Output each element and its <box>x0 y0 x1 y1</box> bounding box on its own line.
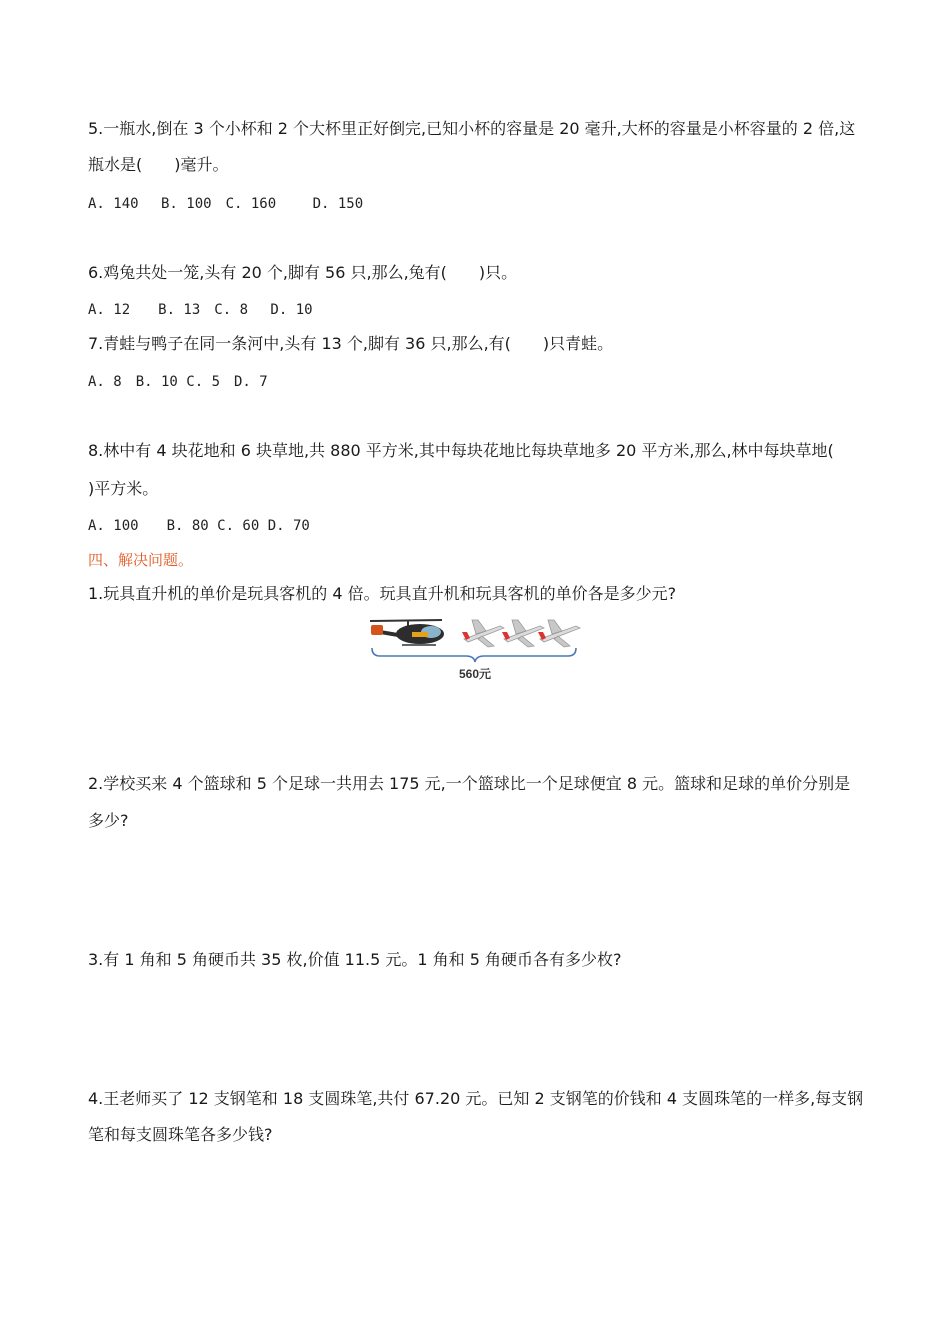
question-7: 7.青蛙与鸭子在同一条河中,头有 13 个,脚有 36 只,那么,有( )只青蛙。 <box>88 334 614 353</box>
plane-icon <box>502 620 544 647</box>
figure-total-label: 560元 <box>458 667 492 681</box>
helicopter-plane-figure <box>368 612 582 684</box>
question-5-options: A. 140 B. 100 C. 160 D. 150 <box>88 196 364 212</box>
problem-2-line-2: 多少? <box>88 811 129 830</box>
plane-icon <box>538 620 580 647</box>
question-8-options: A. 100 B. 80 C. 60 D. 70 <box>88 518 310 534</box>
problem-4-line-2: 笔和每支圆珠笔各多少钱? <box>88 1125 273 1144</box>
question-8-line-2: )平方米。 <box>88 479 159 498</box>
problem-1: 1.玩具直升机的单价是玩具客机的 4 倍。玩具直升机和玩具客机的单价各是多少元? <box>88 584 677 603</box>
problem-3: 3.有 1 角和 5 角硬币共 35 枚,价值 11.5 元。1 角和 5 角硬币各有多少枚? <box>88 950 622 969</box>
question-6-options: A. 12 B. 13 C. 8 D. 10 <box>88 302 313 318</box>
problem-2-line-1: 2.学校买来 4 个篮球和 5 个足球一共用去 175 元,一个篮球比一个足球便宜 8 元。篮球和足球的单价分别是 <box>88 774 851 793</box>
question-5-line-2: 瓶水是( )毫升。 <box>88 155 229 174</box>
problem-4-line-1: 4.王老师买了 12 支钢笔和 18 支圆珠笔,共付 67.20 元。已知 2 支钢笔的价钱和 4 支圆珠笔的一样多,每支钢 <box>88 1089 864 1108</box>
helicopter-icon <box>370 620 444 645</box>
question-5-line-1: 5.一瓶水,倒在 3 个小杯和 2 个大杯里正好倒完,已知小杯的容量是 20 毫升,大杯的容量是小杯容量的 2 倍,这 <box>88 119 856 138</box>
question-6: 6.鸡兔共处一笼,头有 20 个,脚有 56 只,那么,兔有( )只。 <box>88 263 518 282</box>
question-8-line-1: 8.林中有 4 块花地和 6 块草地,共 880 平方米,其中每块花地比每块草地多 20 平方米,那么,林中每块草地( <box>88 441 834 460</box>
section-4-title: 四、解决问题。 <box>88 551 194 569</box>
question-7-options: A. 8 B. 10 C. 5 D. 7 <box>88 374 268 390</box>
brace-icon <box>372 648 576 662</box>
plane-icon <box>462 620 504 647</box>
